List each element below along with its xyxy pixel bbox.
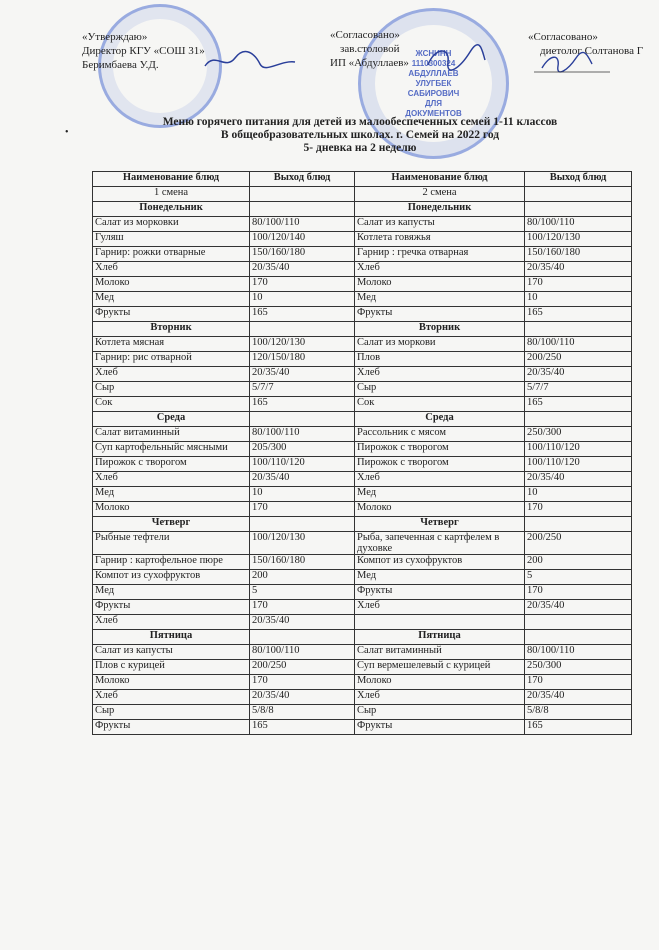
table-row [93,690,632,705]
table-row [93,570,632,585]
dish-output-shift-2: 200/250 [525,352,632,367]
approval-heading: «Согласовано» [528,31,598,43]
dish-output-shift-1: 170 [250,277,355,292]
dish-output-shift-2: 170 [525,502,632,517]
dish-name-shift-2 [355,615,525,630]
empty-cell [250,630,355,645]
dish-name-shift-2: Салат витаминный [355,645,525,660]
day-label-shift-2: Пятница [355,630,525,645]
dish-name-shift-1: Мед [93,292,250,307]
day-row [93,517,632,532]
dish-name-shift-1: Молоко [93,502,250,517]
col-header-dish-1: Наименование блюд [93,172,250,187]
dish-name-shift-1: Сыр [93,705,250,720]
approval-heading: «Утверждаю» [82,31,148,43]
dish-output-shift-1: 80/100/110 [250,427,355,442]
dish-name-shift-2: Хлеб [355,600,525,615]
approval-block-director [82,30,205,72]
table-row [93,232,632,247]
dish-output-shift-1: 100/110/120 [250,457,355,472]
table-row [93,615,632,630]
dish-name-shift-1: Сок [93,397,250,412]
day-label-shift-1: Четверг [93,517,250,532]
dish-name-shift-1: Хлеб [93,472,250,487]
day-label-shift-1: Среда [93,412,250,427]
dish-name-shift-2: Мед [355,487,525,502]
dish-name-shift-1: Котлета мясная [93,337,250,352]
dish-output-shift-2: 100/120/130 [525,232,632,247]
dish-output-shift-2: 80/100/110 [525,337,632,352]
dish-name-shift-2: Молоко [355,675,525,690]
dish-output-shift-1: 10 [250,292,355,307]
dish-output-shift-2: 80/100/110 [525,217,632,232]
dish-name-shift-1: Гарнир: рис отварной [93,352,250,367]
dish-name-shift-1: Мед [93,585,250,600]
dish-output-shift-2 [525,615,632,630]
dish-output-shift-1: 20/35/40 [250,472,355,487]
col-header-output-1: Выход блюд [250,172,355,187]
dish-name-shift-2: Рассольник с мясом [355,427,525,442]
dish-output-shift-2: 20/35/40 [525,690,632,705]
dish-name-shift-1: Фрукты [93,307,250,322]
dish-output-shift-2: 20/35/40 [525,600,632,615]
dish-name-shift-1: Фрукты [93,720,250,735]
dish-output-shift-1: 100/120/130 [250,337,355,352]
dish-name-shift-1: Хлеб [93,367,250,382]
dish-output-shift-1: 150/160/180 [250,247,355,262]
dish-output-shift-2: 150/160/180 [525,247,632,262]
dish-name-shift-2: Салат из капусты [355,217,525,232]
dish-name-shift-2: Фрукты [355,720,525,735]
dish-output-shift-2: 10 [525,487,632,502]
dish-output-shift-2: 100/110/120 [525,457,632,472]
dish-output-shift-1: 80/100/110 [250,217,355,232]
dish-output-shift-2: 5/8/8 [525,705,632,720]
dish-output-shift-1: 100/120/130 [250,532,355,555]
dish-name-shift-1: Гарнир: рожки отварные [93,247,250,262]
table-row [93,262,632,277]
dish-output-shift-2: 20/35/40 [525,262,632,277]
day-label-shift-2: Среда [355,412,525,427]
dish-name-shift-2: Молоко [355,502,525,517]
dish-name-shift-2: Компот из сухофруктов [355,555,525,570]
col-header-output-2: Выход блюд [525,172,632,187]
day-label-shift-1: Пятница [93,630,250,645]
table-row [93,675,632,690]
title-line-2: В общеобразовательных школах. г. Семей на 2022 год [220,129,500,141]
shift-1-label: 1 смена [93,187,250,202]
dish-output-shift-2: 170 [525,675,632,690]
dish-output-shift-2: 200 [525,555,632,570]
empty-cell [250,202,355,217]
dish-name-shift-2: Фрукты [355,307,525,322]
table-row [93,532,632,555]
dish-output-shift-1: 100/120/140 [250,232,355,247]
dish-name-shift-1: Гарнир : картофельное пюре [93,555,250,570]
dish-output-shift-1: 5/7/7 [250,382,355,397]
day-row [93,202,632,217]
table-row [93,442,632,457]
dish-name-shift-2: Пирожок с творогом [355,442,525,457]
table-row [93,600,632,615]
table-row [93,555,632,570]
dish-name-shift-2: Рыба, запеченная с картфелем в духовке [355,532,525,555]
empty-cell [525,202,632,217]
table-row [93,352,632,367]
dish-output-shift-1: 80/100/110 [250,645,355,660]
dish-name-shift-2: Котлета говяжья [355,232,525,247]
table-row [93,397,632,412]
dish-name-shift-1: Салат витаминный [93,427,250,442]
canteen-signature [420,40,490,74]
dish-name-shift-2: Гарнир : гречка отварная [355,247,525,262]
dish-output-shift-1: 20/35/40 [250,690,355,705]
table-row [93,705,632,720]
dish-name-shift-1: Салат из морковки [93,217,250,232]
dish-name-shift-1: Хлеб [93,262,250,277]
dish-name-shift-1: Плов с курицей [93,660,250,675]
dish-name-shift-1: Пирожок с творогом [93,457,250,472]
dish-output-shift-2: 5 [525,570,632,585]
col-header-dish-2: Наименование блюд [355,172,525,187]
dish-output-shift-2: 250/300 [525,427,632,442]
table-row [93,337,632,352]
dish-name-shift-1: Хлеб [93,690,250,705]
table-row [93,487,632,502]
dish-name-shift-2: Хлеб [355,367,525,382]
dish-name-shift-2: Сыр [355,382,525,397]
day-label-shift-2: Вторник [355,322,525,337]
dish-output-shift-1: 150/160/180 [250,555,355,570]
table-row [93,217,632,232]
empty-cell [525,322,632,337]
day-label-shift-1: Понедельник [93,202,250,217]
dish-output-shift-1: 165 [250,307,355,322]
dish-output-shift-2: 165 [525,720,632,735]
dish-name-shift-2: Салат из моркови [355,337,525,352]
dish-name-shift-1: Рыбные тефтели [93,532,250,555]
dish-output-shift-1: 165 [250,720,355,735]
day-label-shift-1: Вторник [93,322,250,337]
dish-name-shift-2: Фрукты [355,585,525,600]
dish-output-shift-2: 20/35/40 [525,367,632,382]
dish-name-shift-1: Сыр [93,382,250,397]
table-row [93,585,632,600]
menu-table [92,171,632,735]
day-label-shift-2: Понедельник [355,202,525,217]
dish-name-shift-2: Сыр [355,705,525,720]
shift-row [93,187,632,202]
dish-name-shift-2: Сок [355,397,525,412]
approval-position: Директор КГУ «СОШ 31» [82,45,205,57]
table-header-row [93,172,632,187]
supplier-seal-text: ЖСНИНН 1110300324 АБДУЛЛАЕВ УЛУГБЕК САБИРОВИЧ ДЛЯ ДОКУМЕНТОВ [405,48,462,118]
approval-heading: «Согласовано» [330,29,400,41]
empty-cell [250,517,355,532]
empty-cell [250,322,355,337]
approval-person: диетолог Солтанова Г [540,45,644,57]
dish-output-shift-1: 20/35/40 [250,262,355,277]
dish-output-shift-1: 20/35/40 [250,615,355,630]
table-row [93,382,632,397]
approval-person: ИП «Абдуллаев» [330,57,409,69]
dish-name-shift-1: Компот из сухофруктов [93,570,250,585]
dish-output-shift-2: 165 [525,397,632,412]
dish-output-shift-1: 200 [250,570,355,585]
dish-output-shift-1: 5 [250,585,355,600]
dish-name-shift-2: Плов [355,352,525,367]
dish-name-shift-1: Молоко [93,277,250,292]
table-row [93,427,632,442]
table-row [93,247,632,262]
dish-output-shift-1: 10 [250,487,355,502]
dish-name-shift-2: Хлеб [355,262,525,277]
table-row [93,660,632,675]
approval-position: зав.столовой [340,43,400,55]
dish-output-shift-1: 170 [250,675,355,690]
dish-output-shift-2: 100/110/120 [525,442,632,457]
approval-block-canteen [330,28,409,70]
dish-output-shift-2: 20/35/40 [525,472,632,487]
table-row [93,502,632,517]
dish-name-shift-1: Суп картофельныйс мясными [93,442,250,457]
dish-output-shift-2: 170 [525,585,632,600]
dish-output-shift-2: 250/300 [525,660,632,675]
dish-name-shift-2: Мед [355,292,525,307]
dish-output-shift-1: 200/250 [250,660,355,675]
day-row [93,322,632,337]
dish-name-shift-2: Пирожок с творогом [355,457,525,472]
dish-output-shift-1: 165 [250,397,355,412]
day-row [93,630,632,645]
table-row [93,645,632,660]
bullet-icon: • [65,127,69,138]
empty-cell [525,412,632,427]
dish-name-shift-2: Суп вермешелевый с курицей [355,660,525,675]
empty-cell [250,412,355,427]
document-title [60,116,659,155]
menu-body [93,202,632,735]
empty-cell [525,517,632,532]
day-row [93,412,632,427]
table-row [93,307,632,322]
dish-output-shift-1: 5/8/8 [250,705,355,720]
dish-name-shift-2: Мед [355,570,525,585]
dish-name-shift-1: Мед [93,487,250,502]
dish-output-shift-2: 170 [525,277,632,292]
dish-name-shift-1: Фрукты [93,600,250,615]
empty-cell [525,630,632,645]
dish-output-shift-2: 200/250 [525,532,632,555]
dish-output-shift-1: 170 [250,502,355,517]
table-row [93,277,632,292]
dish-name-shift-1: Хлеб [93,615,250,630]
title-line-3: 5- дневка на 2 неделю [303,142,417,154]
dish-output-shift-2: 10 [525,292,632,307]
dish-name-shift-1: Молоко [93,675,250,690]
shift-2-label: 2 смена [355,187,525,202]
dish-name-shift-2: Хлеб [355,690,525,705]
approval-person: Беримбаева У.Д. [82,59,159,71]
dish-name-shift-2: Молоко [355,277,525,292]
day-label-shift-2: Четверг [355,517,525,532]
title-line-1: Меню горячего питания для детей из малообеспеченных семей 1-11 классов [162,116,558,128]
approval-block-dietitian [528,30,643,58]
table-row [93,457,632,472]
dish-name-shift-1: Гуляш [93,232,250,247]
dish-name-shift-1: Салат из капусты [93,645,250,660]
table-row [93,367,632,382]
dish-output-shift-2: 5/7/7 [525,382,632,397]
dish-output-shift-2: 165 [525,307,632,322]
table-row [93,472,632,487]
table-row [93,720,632,735]
dish-output-shift-1: 205/300 [250,442,355,457]
director-signature [200,46,300,76]
dish-output-shift-1: 120/150/180 [250,352,355,367]
dish-output-shift-1: 20/35/40 [250,367,355,382]
table-row [93,292,632,307]
dish-name-shift-2: Хлеб [355,472,525,487]
dish-output-shift-2: 80/100/110 [525,645,632,660]
dish-output-shift-1: 170 [250,600,355,615]
